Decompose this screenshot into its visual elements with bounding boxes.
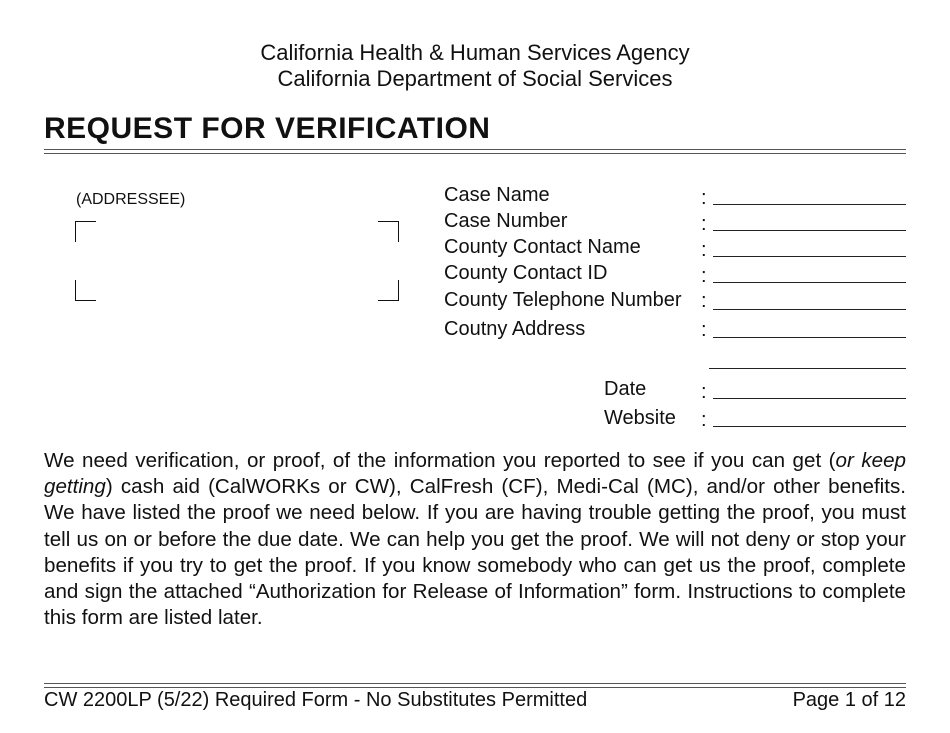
case-number-colon: : xyxy=(701,213,707,235)
county-address-colon: : xyxy=(701,319,707,341)
county-telephone-colon: : xyxy=(701,290,707,312)
date-colon: : xyxy=(701,381,707,403)
case-name-field[interactable] xyxy=(713,204,906,205)
addressee-corner-top-right xyxy=(378,221,399,242)
county-contact-id-colon: : xyxy=(701,265,707,287)
page-title: REQUEST FOR VERIFICATION xyxy=(44,112,491,145)
case-name-label: Case Name xyxy=(444,184,550,206)
case-name-colon: : xyxy=(701,187,707,209)
instructions-emphasis: or keep getting xyxy=(44,449,906,499)
addressee-corner-top-left xyxy=(75,221,96,242)
date-label: Date xyxy=(604,378,647,400)
county-contact-id-field[interactable] xyxy=(713,282,906,283)
form-id: CW 2200LP (5/22) Required Form - No Substitutes Permitted xyxy=(44,689,588,711)
page-number: Page 1 of 12 xyxy=(792,689,906,711)
county-address-field-line2[interactable] xyxy=(709,368,906,369)
instructions-text-2: ) cash aid (CalWORKs or CW), CalFresh (CF), Medi-Cal (MC), and/or other benefits. We have listed the proof we need below. If you are having trouble getting the proof, you must tell us on or before the due date. We can help you get the proof. We will not deny or stop your benefits if you try to get the proof. If you know somebody who can get us the proof, complete and sign the attached “Authorization for Release of Information” form. Instructions to complete this form are listed later. xyxy=(44,475,906,630)
addressee-corner-bottom-left xyxy=(75,280,96,301)
county-contact-name-field[interactable] xyxy=(713,256,906,257)
county-address-field[interactable] xyxy=(713,337,906,338)
case-number-field[interactable] xyxy=(713,230,906,231)
website-label: Website xyxy=(604,407,676,429)
county-address-label: Coutny Address xyxy=(444,318,586,340)
department-name: California Department of Social Services xyxy=(277,66,673,91)
instructions-text-1: We need verification, or proof, of the information you reported to see if you can get ( xyxy=(44,449,836,472)
county-telephone-label: County Telephone Number xyxy=(444,289,682,311)
header-divider xyxy=(44,149,906,154)
website-colon: : xyxy=(701,409,707,431)
addressee-label: (ADDRESSEE) xyxy=(76,191,186,208)
county-contact-name-colon: : xyxy=(701,239,707,261)
instructions-paragraph xyxy=(44,448,906,631)
agency-name: California Health & Human Services Agency xyxy=(260,40,690,65)
addressee-corner-bottom-right xyxy=(378,280,399,301)
website-field[interactable] xyxy=(713,426,906,427)
county-contact-id-label: County Contact ID xyxy=(444,262,608,284)
county-contact-name-label: County Contact Name xyxy=(444,236,641,258)
date-field[interactable] xyxy=(713,398,906,399)
case-number-label: Case Number xyxy=(444,210,568,232)
county-telephone-field[interactable] xyxy=(713,309,906,310)
